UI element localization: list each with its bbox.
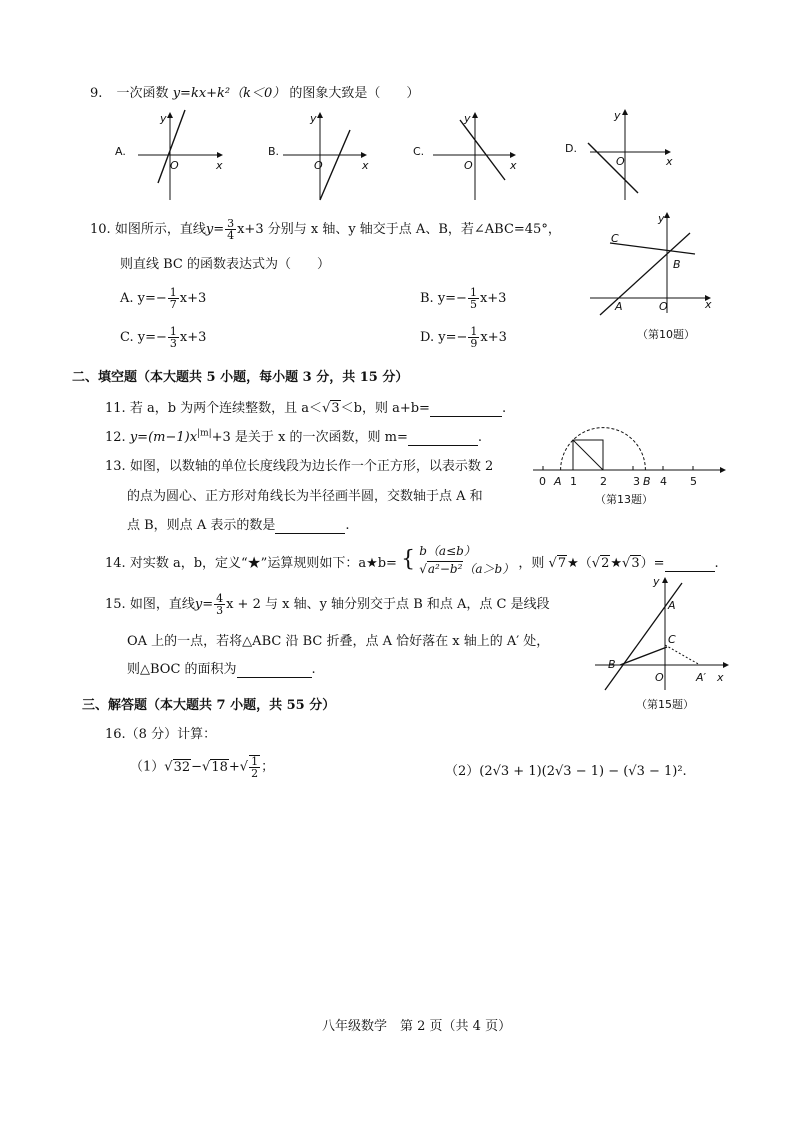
q10-caption: （第10题）: [637, 328, 695, 341]
q9-b-x-label: x: [362, 159, 369, 172]
q11: 11. 若 a，b 为两个连续整数，且 a＜√3＜b，则 a+b= .: [105, 401, 507, 416]
q13-line2: 的点为圆心、正方形对角线长为半径画半圆，交数轴于点 A 和: [127, 489, 483, 504]
q11-answer-blank[interactable]: [430, 401, 502, 417]
q15-fig-c: C: [668, 633, 676, 646]
q15-fig-a: A: [668, 599, 676, 612]
q15-fig-o: O: [655, 671, 664, 684]
q10-option-c: C. y=− $\frac{1}{3}$ x+3: [120, 325, 207, 350]
q9-a-x-label: x: [216, 159, 223, 172]
q10-fraction: $\frac{3}{4}$: [227, 217, 235, 242]
q9-b-origin: O: [314, 159, 323, 172]
q10-fig-a: A: [615, 300, 623, 313]
q9-d-x-label: x: [666, 155, 673, 168]
q9-d-origin: O: [616, 155, 625, 168]
q14-case-2-cond: （a＞b）: [463, 562, 515, 576]
q9-option-a-label: A.: [115, 145, 126, 158]
q15-caption: （第15题）: [636, 698, 694, 711]
q13-tick-1: 1: [570, 475, 577, 488]
q13-line3: 点 B，则点 A 表示的数是 .: [127, 518, 350, 533]
q9-option-b-line: [320, 130, 350, 200]
q13-tick-5: 5: [690, 475, 697, 488]
q9-option-b-label: B.: [268, 145, 280, 158]
q15-line1: 15. 如图，直线y= $\frac{4}{3}$ x + 2 与 x 轴、y 轴分别交于点 B 和点 A，点 C 是线段: [105, 592, 550, 617]
q10-option-a: A. y=− $\frac{1}{7}$ x+3: [120, 286, 207, 311]
q9-d-y-label: y: [614, 109, 621, 122]
q10-option-d: D. y=− $\frac{1}{9}$ x+3: [420, 325, 507, 350]
q13-tick-2: 2: [600, 475, 607, 488]
q10-line2: 则直线 BC 的函数表达式为（ ）: [120, 257, 331, 272]
q16-part-1: （1）√32−√18+√ $\frac{1}{2}$ ；: [130, 755, 275, 780]
q9-option-c-label: C.: [413, 145, 425, 158]
q9-c-y-label: y: [464, 112, 471, 125]
q9-b-y-label: y: [310, 112, 317, 125]
q13-caption: （第13题）: [595, 493, 653, 506]
q9-a-origin: O: [170, 159, 179, 172]
q10-option-b: B. y=− $\frac{1}{5}$ x+3: [420, 286, 507, 311]
q9-graphs: [110, 105, 700, 205]
q15-line2: OA 上的一点，若将△ABC 沿 BC 折叠，点 A 恰好落在 x 轴上的 A′ 处，: [127, 634, 550, 649]
q13-answer-blank[interactable]: [275, 518, 345, 534]
q10-fig-o: O: [659, 300, 668, 313]
q10-fig-x: x: [705, 298, 712, 311]
q9-formula: y=kx+k²（k＜0）: [172, 86, 286, 101]
q9-stem: [90, 82, 419, 101]
q15-line3: 则△BOC 的面积为 .: [127, 662, 316, 677]
q15-fig-y: y: [653, 575, 660, 588]
q9-c-origin: O: [464, 159, 473, 172]
section-3-title: 三、解答题（本大题共 7 小题，共 55 分）: [82, 698, 336, 713]
q9-number: 9.: [90, 86, 103, 101]
q13-line1: 13. 如图，以数轴的单位长度线段为边长作一个正方形，以表示数 2: [105, 459, 494, 474]
q10-text-b: x+3 分别与 x 轴、y 轴交于点 A、B，若∠ABC=45°，: [237, 222, 561, 237]
q13-tick-0: 0: [539, 475, 546, 488]
q14-case-2-root: a²−b²: [427, 562, 463, 576]
q10-stem: [90, 218, 561, 241]
q9-text-a: 一次函数: [116, 86, 169, 101]
q14-case-1: b（a≤b）: [419, 544, 476, 558]
q13-figure: [533, 425, 733, 515]
q15-fig-x: x: [717, 671, 724, 684]
q15-fig-a-prime: A′: [696, 671, 707, 684]
q13-point-b: B: [643, 475, 651, 488]
q15-answer-blank[interactable]: [237, 662, 312, 678]
q13-tick-3: 3: [633, 475, 640, 488]
q10-fig-y: y: [658, 212, 665, 225]
q10-number: 10.: [90, 222, 111, 237]
q9-option-d-line: [588, 143, 638, 193]
q9-a-y-label: y: [160, 112, 167, 125]
q12-answer-blank[interactable]: [408, 430, 478, 446]
q9-c-x-label: x: [510, 159, 517, 172]
q14-answer-blank[interactable]: [665, 556, 715, 572]
q10-y-eq: y=: [205, 222, 225, 237]
q13-point-a: A: [554, 475, 562, 488]
q13-tick-4: 4: [660, 475, 667, 488]
q9-option-d-label: D.: [565, 142, 577, 155]
q12: 12. $y=(m-1)x^{|m|}+3$ 是关于 x 的一次函数，则 m= .: [105, 428, 483, 445]
q15-fig-b: B: [608, 658, 616, 671]
q14: 14. 对实数 a，b，定义“★”运算规则如下：a★b= { b（a≤b） √a²−b²（a＞b） ，则 √7★（√2★√3）= .: [105, 544, 719, 576]
q10-fig-c: C: [611, 232, 619, 245]
q10-text-a: 如图所示，直线: [114, 222, 206, 237]
page-footer: 八年级数学 第 2 页（共 4 页）: [322, 1019, 512, 1034]
q10-fig-b: B: [673, 258, 681, 271]
section-2-title: 二、填空题（本大题共 5 小题，每小题 3 分，共 15 分）: [72, 370, 409, 385]
q10-figure: [585, 208, 725, 348]
q16-head: 16.（8 分）计算：: [105, 727, 217, 742]
q16-part-2: （2）(2√3 + 1)(2√3 − 1) − (√3 − 1)².: [445, 764, 687, 779]
q15-figure: [590, 575, 735, 715]
q9-text-b: 的图象大致是（ ）: [289, 86, 420, 101]
